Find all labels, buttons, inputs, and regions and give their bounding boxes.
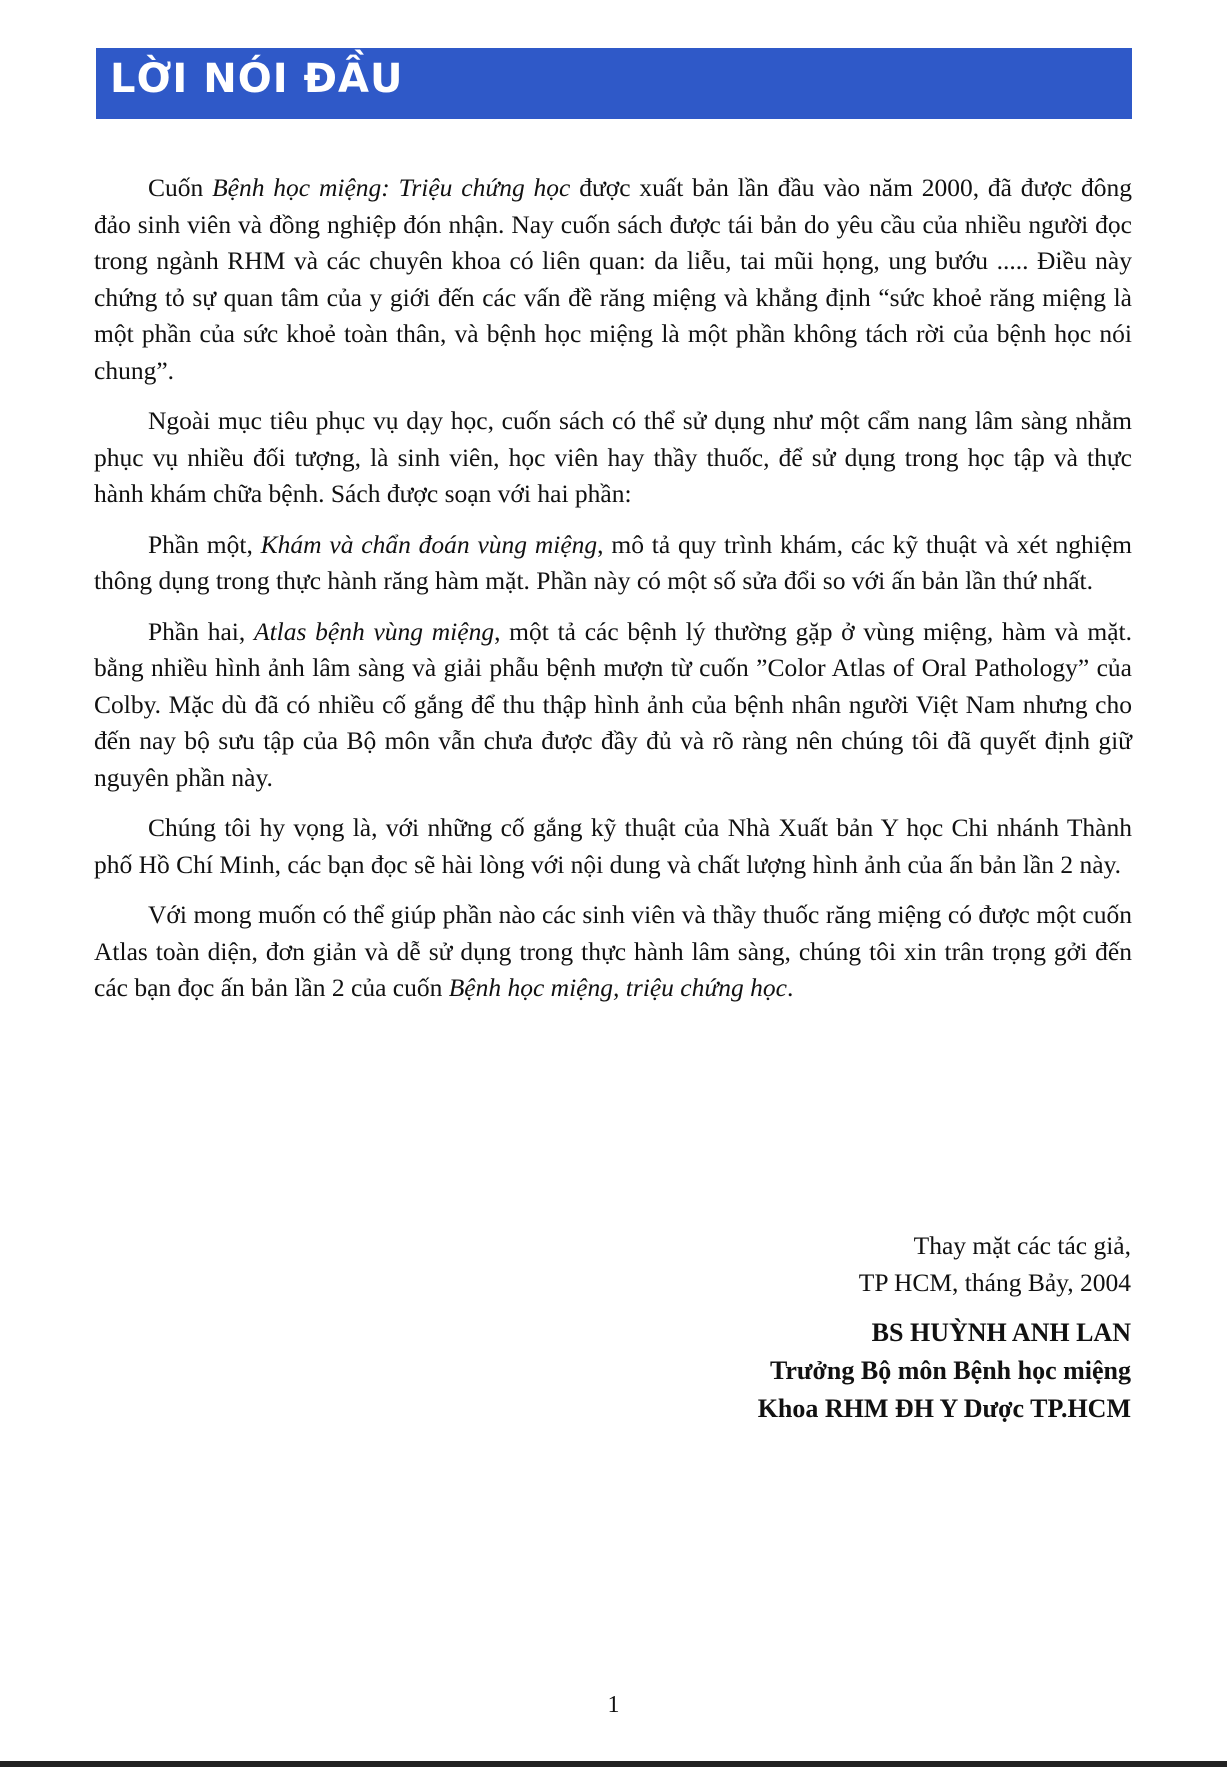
paragraph-text: Phần một, [148, 529, 261, 559]
author-position: Trưởng Bộ môn Bệnh học miệng [769, 1356, 1131, 1385]
paragraph [94, 897, 1132, 1007]
paragraph-text: Phần hai, [148, 616, 254, 646]
signoff-date: TP HCM, tháng Bảy, 2004 [858, 1267, 1131, 1297]
paragraph-text: Với mong muốn có thể giúp phần nào các sinh viên và thầy thuốc răng miệng có được một cuốn Atlas toàn diện, đơn giản và dễ sử dụng trong thực hành lâm sàng, chúng tôi xin trân trọng gởi đến các bạn đọc ấn bản lần 2 của cuốn [94, 900, 1132, 1002]
paragraph [94, 810, 1132, 883]
paragraph-text: được xuất bản lần đầu vào năm 2000, đã được đông đảo sinh viên và đồng nghiệp đón nhận. Nay cuốn sách được tái bản do yêu cầu của nhiều người đọc trong ngành RHM và các chuyên khoa có liên quan: da liễu, tai mũi họng, ung bướu ..... Điều này chứng tỏ sự quan tâm của y giới đến các vấn đề răng miệng và khẳng định “sức khoẻ răng miệng là một phần của sức khoẻ toàn thân, và bệnh học miệng là một phần không tách rời của bệnh học nói chung”. [94, 173, 1133, 385]
paragraph-text: . [786, 973, 794, 1002]
signoff-line: Thay mặt các tác giả, [913, 1231, 1131, 1260]
book-title-italic: Bệnh học miệng, triệu chứng học [448, 973, 787, 1002]
author-institution: Khoa RHM ĐH Y Dược TP.HCM [757, 1394, 1131, 1423]
part-title-italic: Khám và chẩn đoán vùng miệng [260, 529, 598, 559]
paragraph-text: Chúng tôi hy vọng là, với những cố gắng kỹ thuật của Nhà Xuất bản Y học Chi nhánh Thành phố Hồ Chí Minh, các bạn đọc sẽ hài lòng với nội dung và chất lượng hình ảnh của ấn bản lần 2 này. [94, 813, 1132, 879]
paragraph-text: Cuốn [148, 173, 213, 202]
scan-edge-divider [0, 1761, 1227, 1767]
paragraph-text: Ngoài mục tiêu phục vụ dạy học, cuốn sách có thể sử dụng như một cẩm nang lâm sàng nhằm phục vụ nhiều đối tượng, là sinh viên, học viên hay thầy thuốc, để sử dụng trong học tập và thực hành khám chữa bệnh. Sách được soạn với hai phần: [94, 406, 1132, 508]
paragraph [94, 614, 1132, 797]
paragraph [94, 527, 1132, 600]
paragraph-text: , một tả các bệnh lý thường gặp ở vùng miệng, hàm và mặt. bằng nhiều hình ảnh lâm sàng và giải phẫu bệnh mượn từ cuốn ”Color Atlas of Oral Pathology” của Colby. Mặc dù đã có nhiều cố gắng để thu thập hình ảnh của bệnh nhân người Việt Nam nhưng cho đến nay bộ sưu tập của Bộ môn vẫn chưa được đầy đủ và rõ ràng nên chúng tôi đã quyết định giữ nguyên phần này. [94, 616, 1133, 792]
paragraph-text: , mô tả quy trình khám, các kỹ thuật và xét nghiệm thông dụng trong thực hành răng hàm mặt. Phần này có một số sửa đổi so với ấn bản lần thứ nhất. [94, 529, 1133, 595]
preface-body [94, 170, 1132, 1021]
book-title-italic: Bệnh học miệng: Triệu chứng học [212, 173, 571, 202]
page-number: 1 [607, 1692, 620, 1718]
paragraph [94, 403, 1132, 513]
section-header-bar [96, 48, 1132, 119]
signature-block [758, 1314, 1131, 1428]
section-title: LỜI NÓI ĐẦU [110, 56, 404, 102]
signoff-block [859, 1228, 1131, 1301]
paragraph [94, 170, 1132, 389]
part-title-italic: Atlas bệnh vùng miệng [254, 616, 495, 646]
author-name: BS HUỲNH ANH LAN [871, 1318, 1131, 1347]
